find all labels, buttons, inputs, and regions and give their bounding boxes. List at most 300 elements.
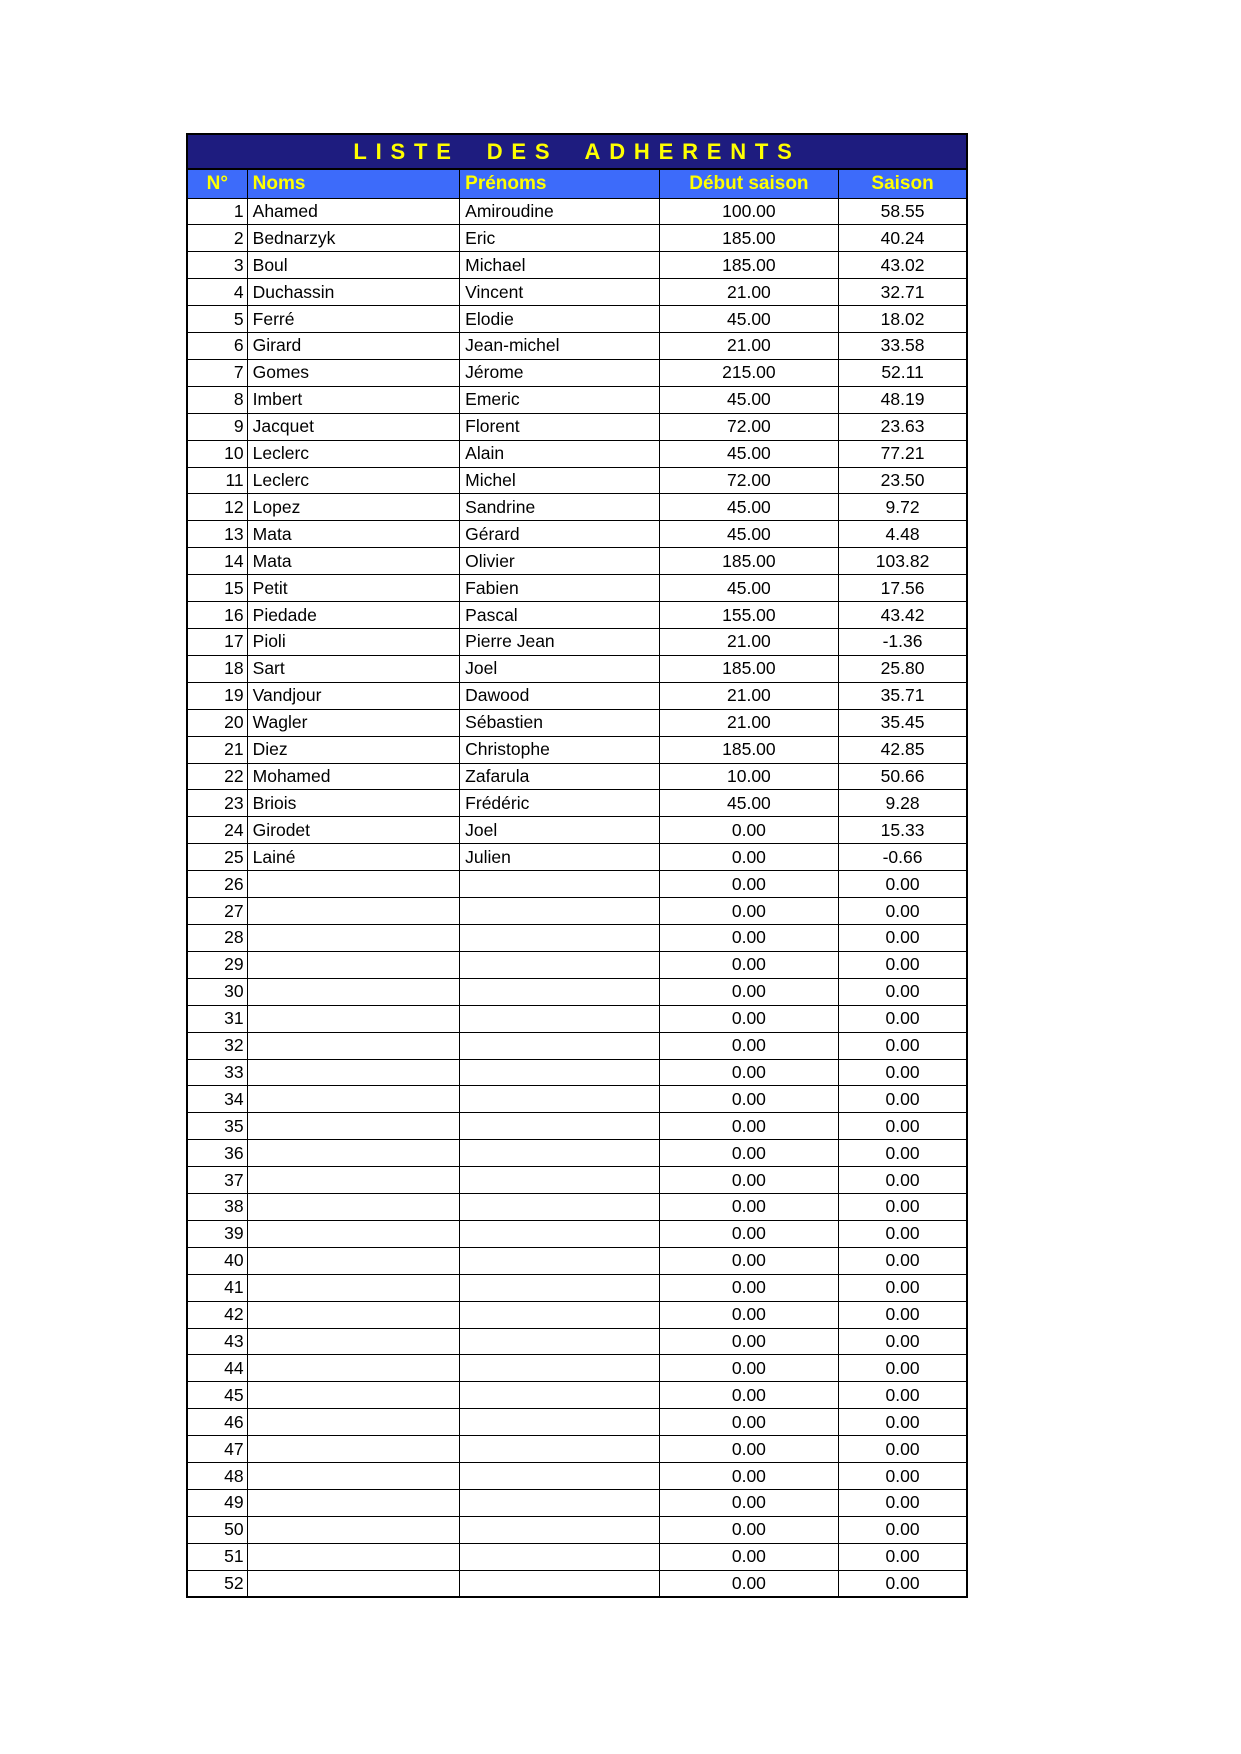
cell-saison: 23.63 — [839, 413, 967, 440]
cell-num: 18 — [187, 655, 247, 682]
cell-nom: Jacquet — [247, 413, 460, 440]
column-header-num: N° — [187, 169, 247, 198]
cell-num: 9 — [187, 413, 247, 440]
cell-num: 47 — [187, 1436, 247, 1463]
cell-prenom — [460, 1463, 660, 1490]
cell-nom — [247, 1436, 460, 1463]
cell-debut-saison: 0.00 — [659, 1490, 838, 1517]
cell-num: 52 — [187, 1570, 247, 1597]
cell-saison: 35.71 — [839, 682, 967, 709]
cell-nom: Pioli — [247, 629, 460, 656]
cell-prenom — [460, 1382, 660, 1409]
cell-prenom — [460, 978, 660, 1005]
cell-nom — [247, 1328, 460, 1355]
cell-nom — [247, 1086, 460, 1113]
cell-nom: Briois — [247, 790, 460, 817]
table-row — [187, 602, 967, 629]
table-row — [187, 1059, 967, 1086]
cell-nom — [247, 951, 460, 978]
table-row — [187, 1032, 967, 1059]
cell-debut-saison: 215.00 — [659, 359, 838, 386]
cell-saison: 25.80 — [839, 655, 967, 682]
header-row — [187, 169, 967, 198]
cell-prenom — [460, 1113, 660, 1140]
cell-saison: 0.00 — [839, 1167, 967, 1194]
cell-nom — [247, 1005, 460, 1032]
table-row — [187, 1005, 967, 1032]
cell-nom: Vandjour — [247, 682, 460, 709]
table-row — [187, 736, 967, 763]
cell-nom — [247, 1355, 460, 1382]
cell-saison: 0.00 — [839, 924, 967, 951]
cell-debut-saison: 45.00 — [659, 306, 838, 333]
cell-prenom: Joel — [460, 655, 660, 682]
cell-num: 25 — [187, 844, 247, 871]
cell-prenom — [460, 924, 660, 951]
cell-saison: 0.00 — [839, 1301, 967, 1328]
cell-debut-saison: 0.00 — [659, 1247, 838, 1274]
cell-saison: 9.28 — [839, 790, 967, 817]
cell-debut-saison: 0.00 — [659, 1113, 838, 1140]
table-row — [187, 1140, 967, 1167]
cell-debut-saison: 185.00 — [659, 548, 838, 575]
cell-debut-saison: 0.00 — [659, 871, 838, 898]
cell-debut-saison: 72.00 — [659, 413, 838, 440]
table-row — [187, 844, 967, 871]
cell-saison: -1.36 — [839, 629, 967, 656]
cell-debut-saison: 0.00 — [659, 1382, 838, 1409]
cell-prenom — [460, 1301, 660, 1328]
cell-num: 33 — [187, 1059, 247, 1086]
cell-nom — [247, 1247, 460, 1274]
cell-num: 31 — [187, 1005, 247, 1032]
cell-num: 5 — [187, 306, 247, 333]
cell-prenom — [460, 1247, 660, 1274]
cell-saison: 0.00 — [839, 1355, 967, 1382]
cell-debut-saison: 0.00 — [659, 1328, 838, 1355]
table-row — [187, 333, 967, 360]
cell-prenom: Jean-michel — [460, 333, 660, 360]
cell-nom — [247, 1059, 460, 1086]
table-row — [187, 655, 967, 682]
cell-prenom — [460, 1570, 660, 1597]
cell-saison: 0.00 — [839, 1328, 967, 1355]
cell-num: 20 — [187, 709, 247, 736]
cell-debut-saison: 0.00 — [659, 1005, 838, 1032]
cell-prenom — [460, 1005, 660, 1032]
cell-nom: Duchassin — [247, 279, 460, 306]
table-row — [187, 1328, 967, 1355]
cell-saison: 0.00 — [839, 898, 967, 925]
cell-debut-saison: 45.00 — [659, 386, 838, 413]
cell-num: 11 — [187, 467, 247, 494]
table-row — [187, 951, 967, 978]
cell-num: 39 — [187, 1220, 247, 1247]
cell-num: 41 — [187, 1274, 247, 1301]
cell-prenom — [460, 1086, 660, 1113]
cell-saison: 9.72 — [839, 494, 967, 521]
cell-debut-saison: 10.00 — [659, 763, 838, 790]
cell-saison: 23.50 — [839, 467, 967, 494]
cell-nom — [247, 1194, 460, 1221]
table-row — [187, 306, 967, 333]
cell-saison: 0.00 — [839, 1113, 967, 1140]
table-row — [187, 1355, 967, 1382]
cell-debut-saison: 0.00 — [659, 1516, 838, 1543]
cell-saison: 18.02 — [839, 306, 967, 333]
table-row — [187, 575, 967, 602]
cell-saison: 0.00 — [839, 1005, 967, 1032]
cell-nom: Lopez — [247, 494, 460, 521]
cell-prenom: Florent — [460, 413, 660, 440]
cell-nom: Ferré — [247, 306, 460, 333]
cell-prenom: Vincent — [460, 279, 660, 306]
column-header-prenoms: Prénoms — [460, 169, 660, 198]
cell-nom — [247, 1140, 460, 1167]
cell-prenom: Pierre Jean — [460, 629, 660, 656]
cell-debut-saison: 0.00 — [659, 978, 838, 1005]
cell-num: 28 — [187, 924, 247, 951]
cell-saison: -0.66 — [839, 844, 967, 871]
cell-debut-saison: 45.00 — [659, 440, 838, 467]
cell-debut-saison: 21.00 — [659, 333, 838, 360]
cell-saison: 0.00 — [839, 1247, 967, 1274]
cell-debut-saison: 185.00 — [659, 736, 838, 763]
cell-debut-saison: 0.00 — [659, 1220, 838, 1247]
cell-prenom: Jérome — [460, 359, 660, 386]
cell-debut-saison: 185.00 — [659, 252, 838, 279]
cell-num: 26 — [187, 871, 247, 898]
cell-num: 21 — [187, 736, 247, 763]
table-row — [187, 1274, 967, 1301]
cell-saison: 40.24 — [839, 225, 967, 252]
cell-debut-saison: 0.00 — [659, 1543, 838, 1570]
cell-debut-saison: 0.00 — [659, 951, 838, 978]
table-row — [187, 1409, 967, 1436]
cell-debut-saison: 0.00 — [659, 817, 838, 844]
table-row — [187, 1490, 967, 1517]
cell-num: 50 — [187, 1516, 247, 1543]
cell-num: 13 — [187, 521, 247, 548]
cell-saison: 0.00 — [839, 1194, 967, 1221]
cell-nom: Mohamed — [247, 763, 460, 790]
cell-prenom — [460, 1355, 660, 1382]
cell-saison: 0.00 — [839, 951, 967, 978]
table-row — [187, 790, 967, 817]
cell-nom: Mata — [247, 521, 460, 548]
cell-prenom: Michael — [460, 252, 660, 279]
cell-nom: Petit — [247, 575, 460, 602]
cell-num: 4 — [187, 279, 247, 306]
cell-prenom — [460, 1194, 660, 1221]
table-row — [187, 898, 967, 925]
cell-nom: Sart — [247, 655, 460, 682]
cell-prenom: Christophe — [460, 736, 660, 763]
table-row — [187, 1463, 967, 1490]
cell-num: 30 — [187, 978, 247, 1005]
table-row — [187, 494, 967, 521]
cell-nom — [247, 1490, 460, 1517]
table-row — [187, 871, 967, 898]
cell-saison: 15.33 — [839, 817, 967, 844]
cell-nom: Girard — [247, 333, 460, 360]
members-table — [186, 168, 968, 1598]
table-title: LISTE DES ADHERENTS — [353, 138, 801, 164]
table-row — [187, 413, 967, 440]
cell-nom: Diez — [247, 736, 460, 763]
cell-debut-saison: 0.00 — [659, 844, 838, 871]
table-row — [187, 548, 967, 575]
cell-nom: Lainé — [247, 844, 460, 871]
cell-debut-saison: 0.00 — [659, 1167, 838, 1194]
cell-saison: 0.00 — [839, 1059, 967, 1086]
table-row — [187, 978, 967, 1005]
cell-nom: Imbert — [247, 386, 460, 413]
cell-prenom: Michel — [460, 467, 660, 494]
cell-prenom — [460, 1059, 660, 1086]
cell-nom — [247, 1570, 460, 1597]
cell-nom — [247, 978, 460, 1005]
cell-nom — [247, 1032, 460, 1059]
cell-num: 51 — [187, 1543, 247, 1570]
cell-debut-saison: 45.00 — [659, 575, 838, 602]
cell-debut-saison: 45.00 — [659, 494, 838, 521]
cell-prenom: Amiroudine — [460, 198, 660, 225]
table-row — [187, 709, 967, 736]
cell-prenom — [460, 951, 660, 978]
cell-saison: 35.45 — [839, 709, 967, 736]
table-row — [187, 817, 967, 844]
cell-nom: Leclerc — [247, 440, 460, 467]
cell-num: 27 — [187, 898, 247, 925]
cell-num: 40 — [187, 1247, 247, 1274]
column-header-debut-saison: Début saison — [659, 169, 838, 198]
cell-prenom — [460, 871, 660, 898]
table-row — [187, 440, 967, 467]
cell-debut-saison: 0.00 — [659, 1274, 838, 1301]
cell-num: 6 — [187, 333, 247, 360]
cell-debut-saison: 0.00 — [659, 1409, 838, 1436]
cell-num: 32 — [187, 1032, 247, 1059]
cell-num: 38 — [187, 1194, 247, 1221]
cell-debut-saison: 0.00 — [659, 1355, 838, 1382]
cell-debut-saison: 0.00 — [659, 1570, 838, 1597]
table-row — [187, 1570, 967, 1597]
cell-prenom — [460, 1516, 660, 1543]
cell-num: 46 — [187, 1409, 247, 1436]
cell-nom — [247, 1301, 460, 1328]
cell-nom — [247, 1382, 460, 1409]
cell-num: 49 — [187, 1490, 247, 1517]
cell-saison: 42.85 — [839, 736, 967, 763]
cell-debut-saison: 72.00 — [659, 467, 838, 494]
table-row — [187, 1220, 967, 1247]
table-row — [187, 1113, 967, 1140]
table-row — [187, 1167, 967, 1194]
cell-saison: 17.56 — [839, 575, 967, 602]
cell-debut-saison: 185.00 — [659, 225, 838, 252]
cell-saison: 52.11 — [839, 359, 967, 386]
cell-nom: Girodet — [247, 817, 460, 844]
cell-saison: 0.00 — [839, 1543, 967, 1570]
table-row — [187, 924, 967, 951]
cell-prenom: Frédéric — [460, 790, 660, 817]
table-row — [187, 1247, 967, 1274]
cell-prenom: Alain — [460, 440, 660, 467]
column-header-noms: Noms — [247, 169, 460, 198]
table-row — [187, 1543, 967, 1570]
cell-saison: 0.00 — [839, 1409, 967, 1436]
cell-saison: 0.00 — [839, 1086, 967, 1113]
cell-nom — [247, 1463, 460, 1490]
cell-num: 12 — [187, 494, 247, 521]
cell-debut-saison: 21.00 — [659, 279, 838, 306]
cell-prenom: Sandrine — [460, 494, 660, 521]
cell-num: 42 — [187, 1301, 247, 1328]
cell-prenom — [460, 1328, 660, 1355]
cell-num: 35 — [187, 1113, 247, 1140]
cell-prenom: Sébastien — [460, 709, 660, 736]
table-row — [187, 682, 967, 709]
cell-saison: 0.00 — [839, 1490, 967, 1517]
cell-prenom: Elodie — [460, 306, 660, 333]
cell-num: 14 — [187, 548, 247, 575]
cell-num: 45 — [187, 1382, 247, 1409]
cell-prenom: Joel — [460, 817, 660, 844]
adherents-table — [186, 133, 968, 1598]
cell-prenom: Fabien — [460, 575, 660, 602]
cell-num: 48 — [187, 1463, 247, 1490]
cell-num: 1 — [187, 198, 247, 225]
cell-num: 7 — [187, 359, 247, 386]
cell-nom: Ahamed — [247, 198, 460, 225]
cell-saison: 0.00 — [839, 1516, 967, 1543]
cell-num: 37 — [187, 1167, 247, 1194]
table-row — [187, 467, 967, 494]
cell-saison: 0.00 — [839, 1032, 967, 1059]
cell-num: 22 — [187, 763, 247, 790]
cell-num: 23 — [187, 790, 247, 817]
cell-saison: 0.00 — [839, 1382, 967, 1409]
cell-saison: 4.48 — [839, 521, 967, 548]
cell-saison: 43.02 — [839, 252, 967, 279]
table-row — [187, 1436, 967, 1463]
table-row — [187, 252, 967, 279]
table-row — [187, 386, 967, 413]
cell-debut-saison: 45.00 — [659, 790, 838, 817]
cell-num: 24 — [187, 817, 247, 844]
cell-nom — [247, 871, 460, 898]
cell-saison: 0.00 — [839, 1274, 967, 1301]
table-row — [187, 1382, 967, 1409]
cell-prenom: Emeric — [460, 386, 660, 413]
cell-nom — [247, 1543, 460, 1570]
cell-saison: 50.66 — [839, 763, 967, 790]
table-row — [187, 1194, 967, 1221]
cell-nom: Wagler — [247, 709, 460, 736]
cell-num: 3 — [187, 252, 247, 279]
cell-debut-saison: 0.00 — [659, 1301, 838, 1328]
cell-nom — [247, 898, 460, 925]
table-row — [187, 629, 967, 656]
cell-num: 19 — [187, 682, 247, 709]
cell-saison: 48.19 — [839, 386, 967, 413]
cell-saison: 103.82 — [839, 548, 967, 575]
cell-debut-saison: 0.00 — [659, 1194, 838, 1221]
cell-num: 10 — [187, 440, 247, 467]
cell-prenom — [460, 1436, 660, 1463]
table-row — [187, 521, 967, 548]
cell-num: 2 — [187, 225, 247, 252]
table-row — [187, 1086, 967, 1113]
cell-debut-saison: 0.00 — [659, 1140, 838, 1167]
cell-debut-saison: 45.00 — [659, 521, 838, 548]
table-title-bar — [186, 133, 968, 168]
cell-prenom: Dawood — [460, 682, 660, 709]
cell-nom: Gomes — [247, 359, 460, 386]
cell-prenom — [460, 1409, 660, 1436]
cell-nom — [247, 1220, 460, 1247]
cell-debut-saison: 21.00 — [659, 682, 838, 709]
cell-debut-saison: 21.00 — [659, 629, 838, 656]
cell-nom — [247, 1113, 460, 1140]
cell-nom — [247, 1167, 460, 1194]
cell-debut-saison: 0.00 — [659, 898, 838, 925]
cell-prenom — [460, 1140, 660, 1167]
cell-saison: 58.55 — [839, 198, 967, 225]
cell-saison: 0.00 — [839, 978, 967, 1005]
cell-saison: 0.00 — [839, 1220, 967, 1247]
table-row — [187, 1301, 967, 1328]
cell-prenom — [460, 1032, 660, 1059]
cell-debut-saison: 0.00 — [659, 924, 838, 951]
cell-num: 36 — [187, 1140, 247, 1167]
cell-nom: Mata — [247, 548, 460, 575]
cell-saison: 0.00 — [839, 1140, 967, 1167]
cell-debut-saison: 0.00 — [659, 1059, 838, 1086]
cell-nom: Boul — [247, 252, 460, 279]
cell-num: 34 — [187, 1086, 247, 1113]
cell-debut-saison: 100.00 — [659, 198, 838, 225]
cell-prenom — [460, 1490, 660, 1517]
table-row — [187, 225, 967, 252]
cell-num: 43 — [187, 1328, 247, 1355]
cell-prenom: Gérard — [460, 521, 660, 548]
cell-debut-saison: 0.00 — [659, 1463, 838, 1490]
cell-nom — [247, 1409, 460, 1436]
cell-num: 29 — [187, 951, 247, 978]
cell-nom — [247, 924, 460, 951]
cell-saison: 0.00 — [839, 1570, 967, 1597]
table-row — [187, 359, 967, 386]
cell-prenom: Olivier — [460, 548, 660, 575]
cell-num: 44 — [187, 1355, 247, 1382]
cell-prenom: Julien — [460, 844, 660, 871]
cell-nom — [247, 1516, 460, 1543]
cell-saison: 0.00 — [839, 1463, 967, 1490]
cell-num: 16 — [187, 602, 247, 629]
table-row — [187, 763, 967, 790]
cell-debut-saison: 21.00 — [659, 709, 838, 736]
cell-saison: 0.00 — [839, 1436, 967, 1463]
cell-prenom — [460, 898, 660, 925]
table-row — [187, 1516, 967, 1543]
cell-prenom: Zafarula — [460, 763, 660, 790]
cell-prenom — [460, 1167, 660, 1194]
cell-num: 15 — [187, 575, 247, 602]
cell-saison: 43.42 — [839, 602, 967, 629]
cell-prenom: Eric — [460, 225, 660, 252]
